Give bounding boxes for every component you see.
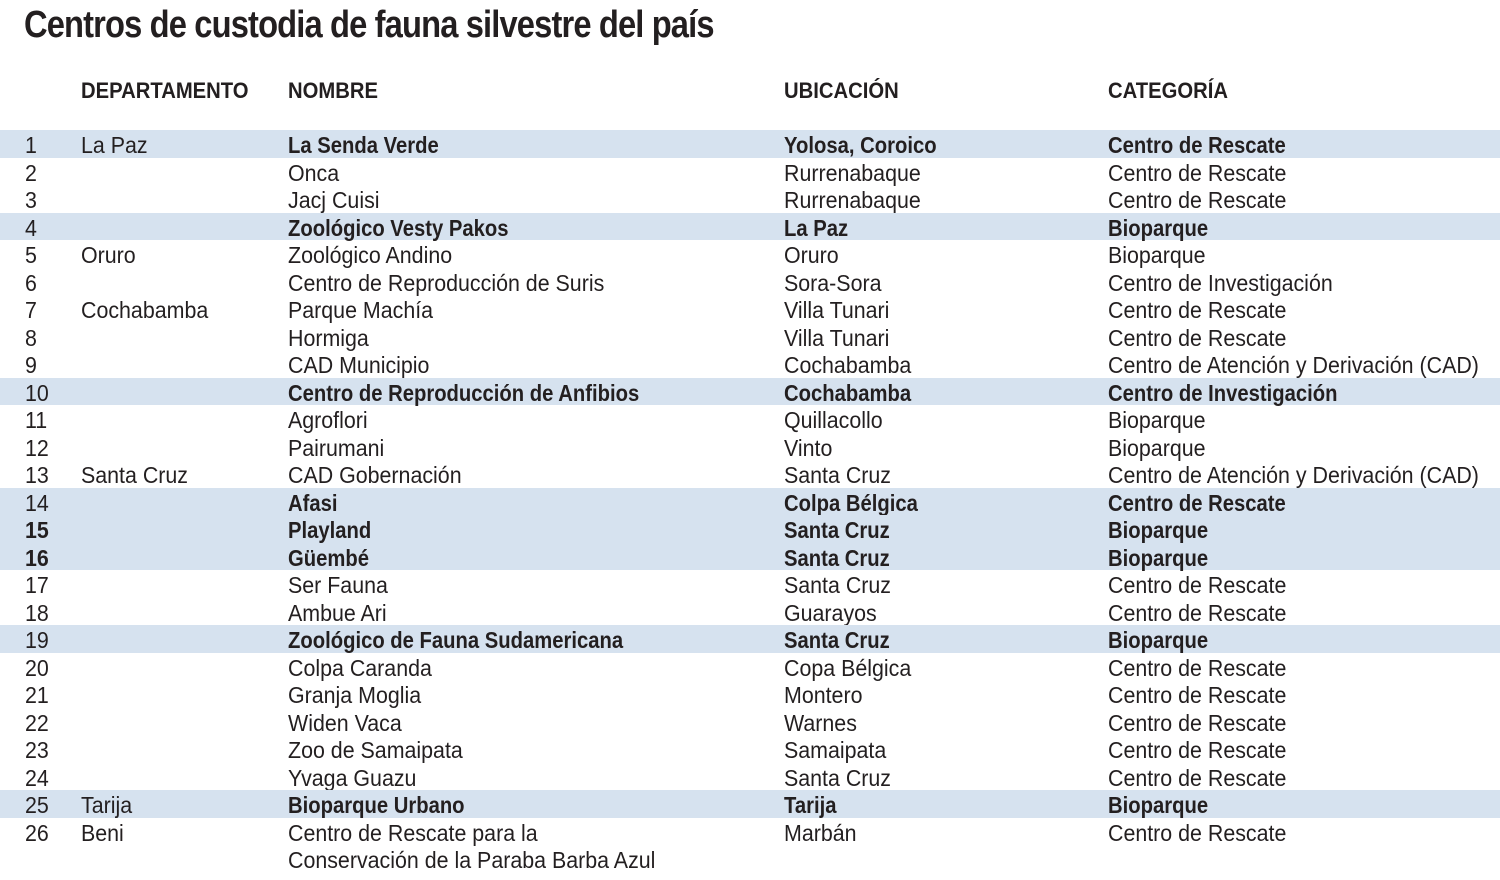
departamento-cell: Tarija [81,792,133,818]
categoria-cell: Centro de Investigación [1108,269,1333,296]
ubicacion-cell: Tarija [784,792,837,818]
categoria-cell: Bioparque [1108,434,1206,461]
nombre-cell [288,820,655,874]
table-row [0,653,1500,681]
ubicacion-cell: Vinto [784,434,833,461]
categoria-cell: Bioparque [1108,407,1206,433]
nombre-cell: Ambue Ari [288,599,387,626]
nombre-line-1: Centro de Rescate para la [288,819,538,846]
categoria-cell: Centro de Rescate [1108,764,1287,791]
table-row [0,433,1500,461]
nombre-cell: Colpa Caranda [288,654,432,681]
row-number: 16 [25,544,49,571]
table-row [0,708,1500,736]
categoria-cell: Centro de Rescate [1108,489,1286,516]
ubicacion-cell: Quillacollo [784,407,883,433]
nombre-cell: Parque Machía [288,297,434,323]
row-number: 21 [25,682,49,708]
categoria-cell: Centro de Rescate [1108,682,1287,708]
ubicacion-cell: Santa Cruz [784,572,892,598]
row-number: 24 [25,764,49,791]
categoria-cell: Centro de Rescate [1108,737,1287,763]
nombre-cell: Zoo de Samaipata [288,737,463,763]
nombre-cell: Zoológico de Fauna Sudamericana [288,627,624,653]
ubicacion-cell: Oruro [784,242,839,268]
nombre-cell: Centro de Reproducción de Anfibios [288,379,640,406]
table-row [0,185,1500,213]
ubicacion-cell: Copa Bélgica [784,654,912,681]
nombre-cell: Afasi [288,489,338,516]
categoria-cell: Bioparque [1108,792,1209,818]
row-number: 8 [25,324,37,351]
ubicacion-cell: Villa Tunari [784,324,890,351]
row-number: 25 [25,792,49,818]
categoria-cell: Centro de Atención y Derivación (CAD) [1108,462,1479,488]
categoria-cell: Centro de Rescate [1108,572,1287,598]
ubicacion-cell: Santa Cruz [784,544,890,571]
nombre-cell: CAD Gobernación [288,462,462,488]
row-number: 5 [25,242,37,268]
row-number: 13 [25,462,49,488]
row-number: 22 [25,709,49,736]
row-number: 23 [25,737,49,763]
departamento-cell: La Paz [81,132,148,158]
table-row [0,405,1500,433]
ubicacion-cell: Santa Cruz [784,764,892,791]
nombre-cell: Ser Fauna [288,572,388,598]
table-row [0,240,1500,268]
categoria-cell: Bioparque [1108,242,1206,268]
ubicacion-cell: Cochabamba [784,379,912,406]
header-ubicacion: UBICACIÓN [784,78,899,103]
row-number: 11 [25,407,48,433]
table-row [0,625,1500,653]
table-row [0,323,1500,351]
categoria-cell: Bioparque [1108,517,1209,543]
row-number: 17 [25,572,49,598]
ubicacion-cell: Villa Tunari [784,297,890,323]
nombre-cell: Güembé [288,544,369,571]
table-row [0,213,1500,241]
table-row [0,295,1500,323]
table-row [0,515,1500,543]
ubicacion-cell: Santa Cruz [784,517,890,543]
table-row [0,543,1500,571]
row-number: 2 [25,159,37,186]
categoria-cell: Centro de Rescate [1108,132,1286,158]
departamento-cell: Santa Cruz [81,462,189,488]
nombre-cell: Playland [288,517,372,543]
categoria-cell: Bioparque [1108,214,1209,241]
table-row [0,735,1500,763]
row-number: 10 [25,379,49,406]
nombre-cell: Agroflori [288,407,368,433]
categoria-cell: Bioparque [1108,544,1209,571]
table-row [0,818,1500,873]
categoria-cell: Centro de Rescate [1108,654,1287,681]
ubicacion-cell: Warnes [784,709,857,736]
nombre-cell: Bioparque Urbano [288,792,465,818]
row-number: 26 [25,819,49,846]
row-number: 18 [25,599,49,626]
nombre-line-2: Conservación de la Paraba Barba Azul [288,846,656,873]
row-number: 20 [25,654,49,681]
nombre-cell: Centro de Reproducción de Suris [288,269,605,296]
ubicacion-cell: La Paz [784,214,849,241]
row-number: 1 [25,132,37,158]
nombre-cell: Granja Moglia [288,682,422,708]
ubicacion-cell: Santa Cruz [784,462,892,488]
categoria-cell: Centro de Atención y Derivación (CAD) [1108,352,1479,378]
departamento-cell: Beni [81,819,124,846]
table-row [0,378,1500,406]
row-number: 4 [25,214,37,241]
table-row [0,790,1500,818]
row-number: 14 [25,489,49,516]
ubicacion-cell: Montero [784,682,863,708]
ubicacion-cell: Sora-Sora [784,269,882,296]
row-number: 19 [25,627,49,653]
centers-table [0,130,1500,873]
categoria-cell: Centro de Rescate [1108,187,1287,213]
categoria-cell: Centro de Rescate [1108,819,1287,846]
nombre-cell: Zoológico Andino [288,242,453,268]
categoria-cell: Bioparque [1108,627,1209,653]
nombre-cell: Jacj Cuisi [288,187,380,213]
nombre-cell: Pairumani [288,434,385,461]
table-row [0,130,1500,158]
table-row [0,680,1500,708]
row-number: 9 [25,352,37,378]
ubicacion-cell: Rurrenabaque [784,159,921,186]
nombre-cell: Hormiga [288,324,369,351]
categoria-cell: Centro de Rescate [1108,159,1287,186]
ubicacion-cell: Guarayos [784,599,877,626]
ubicacion-cell: Cochabamba [784,352,912,378]
table-row [0,488,1500,516]
table-row [0,570,1500,598]
nombre-cell: CAD Municipio [288,352,430,378]
header-nombre: NOMBRE [288,78,378,103]
table-row [0,158,1500,186]
departamento-cell: Cochabamba [81,297,209,323]
table-row [0,460,1500,488]
ubicacion-cell: Colpa Bélgica [784,489,918,516]
categoria-cell: Centro de Rescate [1108,709,1287,736]
categoria-cell: Centro de Rescate [1108,297,1287,323]
row-number: 3 [25,187,37,213]
table-row [0,598,1500,626]
header-categoria: CATEGORÍA [1108,78,1228,103]
row-number: 15 [25,517,49,543]
ubicacion-cell: Santa Cruz [784,627,890,653]
row-number: 6 [25,269,37,296]
table-row [0,350,1500,378]
row-number: 12 [25,434,49,461]
nombre-cell: Widen Vaca [288,709,402,736]
row-number: 7 [25,297,37,323]
nombre-cell: Yvaga Guazu [288,764,417,791]
table-row [0,763,1500,791]
nombre-cell: Zoológico Vesty Pakos [288,214,509,241]
ubicacion-cell: Samaipata [784,737,887,763]
ubicacion-cell: Rurrenabaque [784,187,921,213]
nombre-cell: La Senda Verde [288,132,439,158]
ubicacion-cell: Marbán [784,819,857,846]
categoria-cell: Centro de Rescate [1108,599,1287,626]
ubicacion-cell: Yolosa, Coroico [784,132,937,158]
table-row [0,268,1500,296]
header-departamento: DEPARTAMENTO [81,78,249,103]
categoria-cell: Centro de Rescate [1108,324,1287,351]
nombre-cell: Onca [288,159,340,186]
page-title: Centros de custodia de fauna silvestre del país [24,4,714,46]
categoria-cell: Centro de Investigación [1108,379,1338,406]
departamento-cell: Oruro [81,242,136,268]
